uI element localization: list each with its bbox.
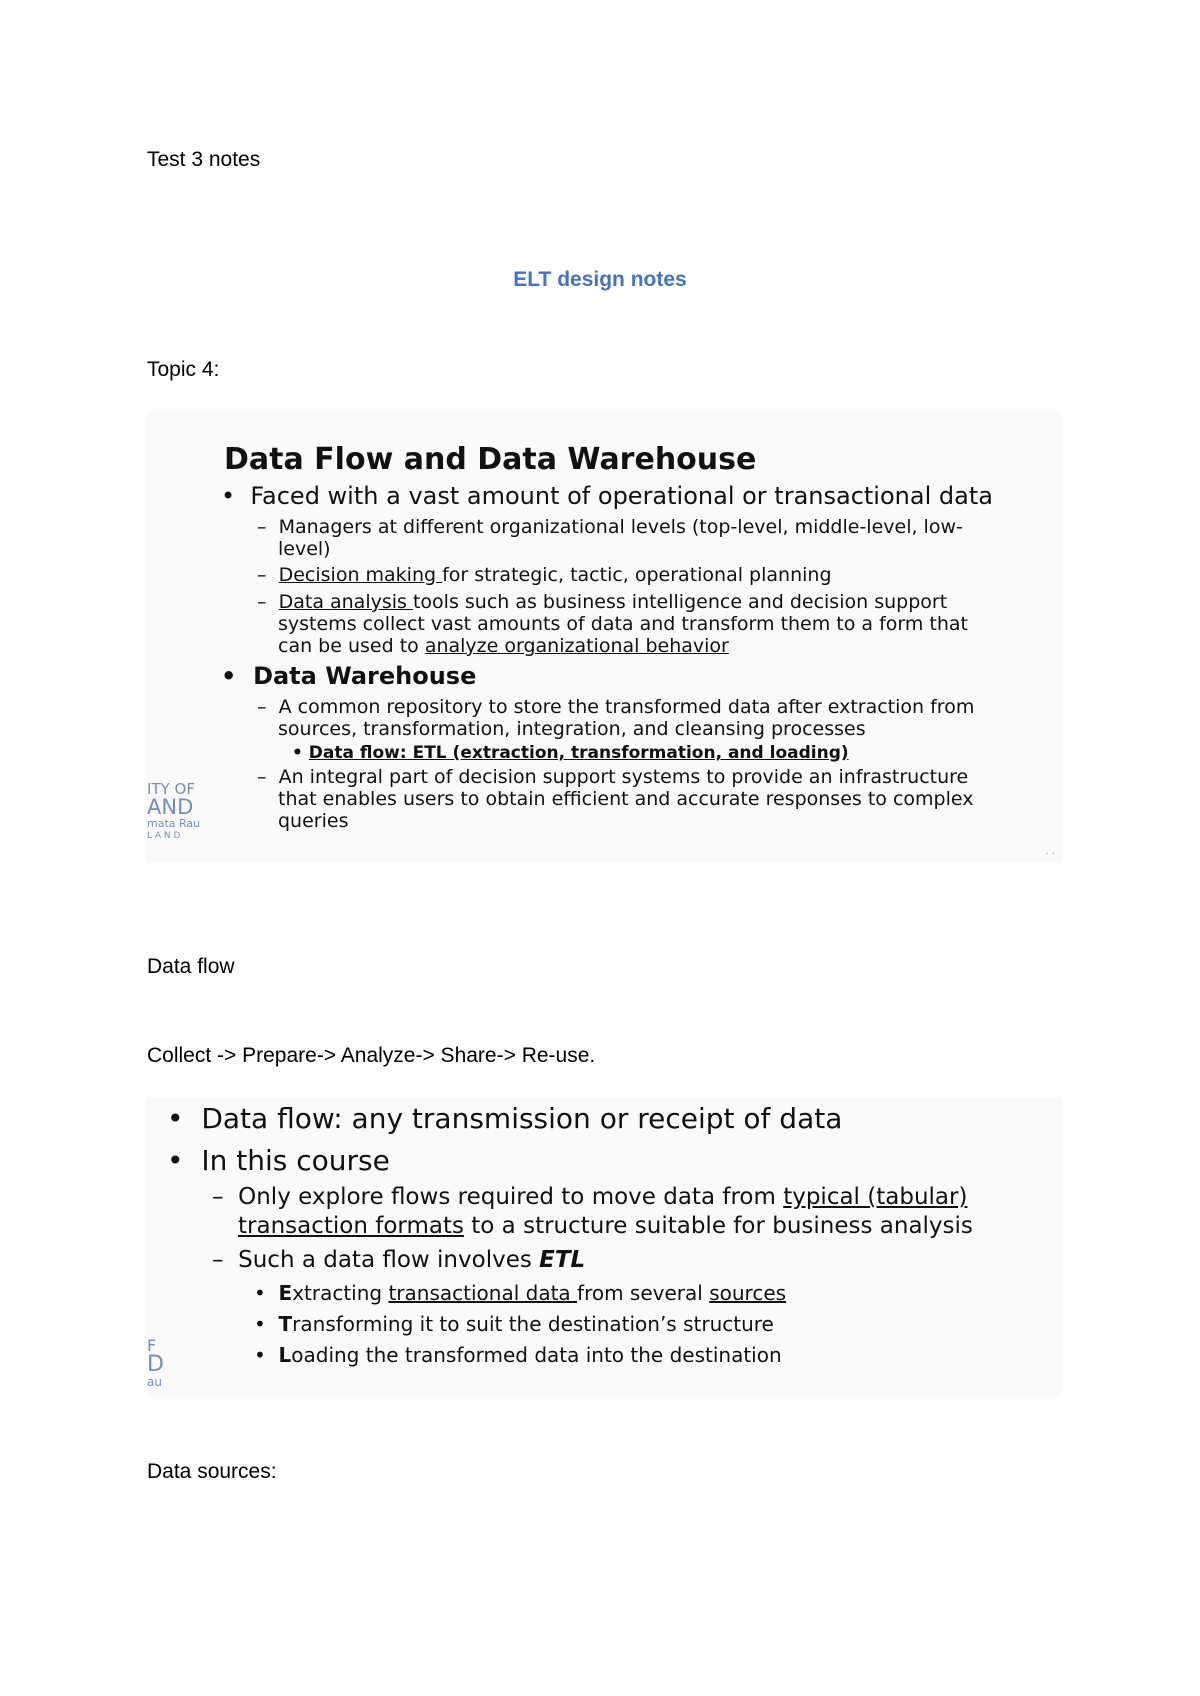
sub-bullet-analysis-cont2: can be used to analyze organizational behavior bbox=[278, 635, 729, 657]
sub-bullet-explore: – Only explore flows required to move data from typical (tabular) bbox=[212, 1184, 968, 1210]
sub-bullet-involves: – Such a data flow involves ETL bbox=[212, 1247, 586, 1273]
sub-bullet-managers: – Managers at different organizational levels (top-level, middle-level, low- bbox=[257, 516, 963, 538]
sub-bullet-integral: – An integral part of decision support systems to provide an infrastructure bbox=[257, 766, 969, 788]
sub-bullet-managers-cont: level) bbox=[278, 538, 331, 560]
slide-title: Data Flow and Data Warehouse bbox=[224, 442, 757, 477]
document-title: Test 3 notes bbox=[147, 148, 261, 171]
etl-loading: • Loading the transformed data into the destination bbox=[254, 1343, 782, 1367]
topic-label: Topic 4: bbox=[147, 358, 220, 381]
sub-bullet-explore-cont: transaction formats to a structure suitable for business analysis bbox=[238, 1213, 973, 1239]
sub-bullet-integral-cont1: that enables users to obtain efficient and accurate responses to complex bbox=[278, 788, 974, 810]
flow-steps-text: Collect -> Prepare-> Analyze-> Share-> Re-use. bbox=[147, 1044, 596, 1067]
slide-corner-mark: · · bbox=[1045, 849, 1055, 860]
sub-bullet-analysis-cont1: systems collect vast amounts of data and transform them to a form that bbox=[278, 613, 969, 635]
university-logo-fragment: ITY OF AND mata Rau L A N D bbox=[147, 780, 201, 841]
etl-transforming: • Transforming it to suit the destination’s structure bbox=[254, 1312, 774, 1336]
sub-bullet-decision: – Decision making for strategic, tactic, operational planning bbox=[257, 564, 832, 586]
data-flow-heading: Data flow bbox=[147, 955, 235, 978]
sub-sub-bullet-etl: • Data flow: ETL (extraction, transformation, and loading) bbox=[292, 743, 849, 763]
bullet-course: • In this course bbox=[167, 1144, 390, 1177]
slide-image-data-warehouse bbox=[147, 412, 1061, 862]
sub-bullet-repository-cont: sources, transformation, integration, and cleansing processes bbox=[278, 718, 866, 740]
bullet-data-flow: • Data flow: any transmission or receipt of data bbox=[167, 1102, 843, 1135]
section-heading: ELT design notes bbox=[513, 268, 687, 291]
sub-bullet-integral-cont2: queries bbox=[278, 810, 349, 832]
data-sources-heading: Data sources: bbox=[147, 1460, 277, 1483]
sub-bullet-analysis: – Data analysis tools such as business intelligence and decision support bbox=[257, 591, 948, 613]
sub-bullet-repository: – A common repository to store the transformed data after extraction from bbox=[257, 696, 975, 718]
university-logo-fragment-2: F D au bbox=[147, 1336, 164, 1389]
bullet-1: • Faced with a vast amount of operational or transactional data bbox=[221, 482, 993, 510]
etl-extracting: • Extracting transactional data from several sources bbox=[254, 1281, 787, 1305]
bullet-2: • Data Warehouse bbox=[221, 662, 477, 690]
slide-image-etl bbox=[147, 1098, 1061, 1396]
